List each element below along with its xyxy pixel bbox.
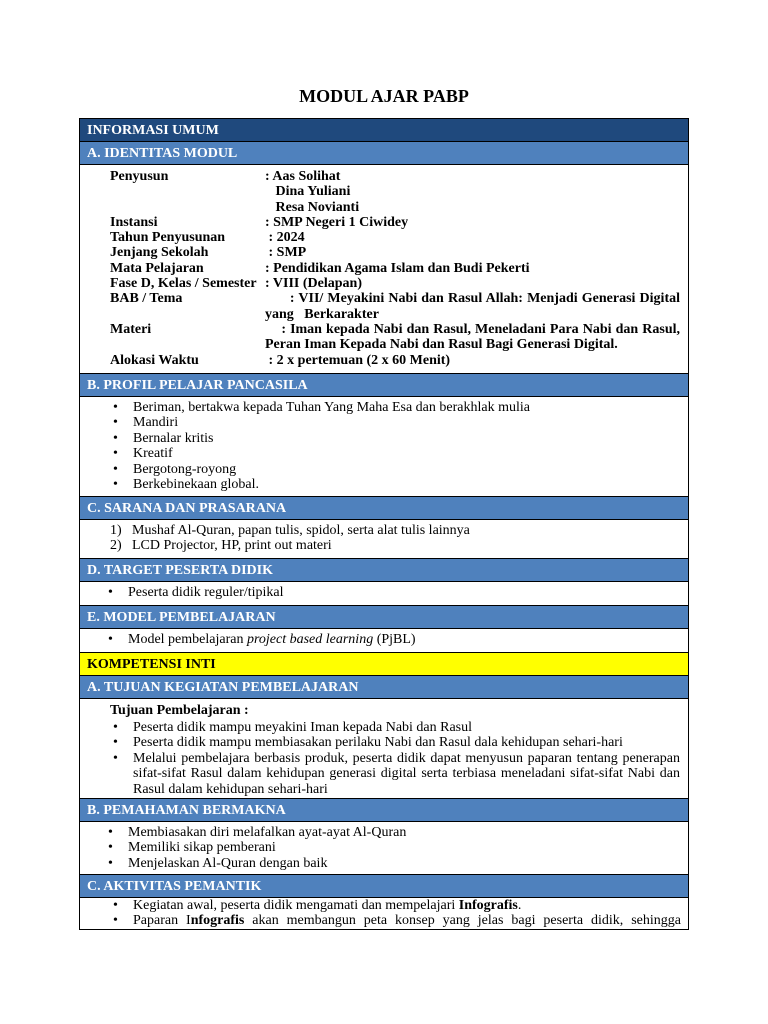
list-item: • Peserta didik mampu membiasakan perilaku Nabi dan Rasul dala kehidupan sehari-hari xyxy=(133,735,680,750)
pemahaman-content xyxy=(80,822,688,875)
heading-pemahaman-bermakna: B. PEMAHAMAN BERMAKNA xyxy=(80,799,688,822)
identitas-row: Mata Pelajaran : Pendidikan Agama Islam dan Budi Pekerti xyxy=(110,260,530,276)
identitas-row: Resa Novianti xyxy=(265,199,360,215)
list-item: • Model pembelajaran project based learning (PjBL) xyxy=(128,632,680,647)
model-content xyxy=(80,629,688,653)
heading-target-peserta: D. TARGET PESERTA DIDIK xyxy=(80,559,688,582)
tujuan-list xyxy=(110,720,680,797)
identitas-row: Jenjang Sekolah : SMP xyxy=(110,245,307,261)
identitas-row: Alokasi Waktu : 2 x pertemuan (2 x 60 Menit) xyxy=(110,352,451,368)
list-item: • Paparan Infografis akan membangun peta konsep yang jelas bagi peserta didik, sehingga xyxy=(133,913,681,928)
heading-identitas-modul: A. IDENTITAS MODUL xyxy=(80,142,688,165)
list-item: • Berkebinekaan global. xyxy=(133,477,680,492)
page-title: MODUL AJAR PABP xyxy=(299,86,469,106)
profil-list xyxy=(133,400,680,492)
list-item: 2) LCD Projector, HP, print out materi xyxy=(110,538,332,554)
list-item: • Melalui pembelajara berbasis produk, peserta didik dapat menyusun paparan tentang penerapan sifat-sifat Rasul dalam kehidupan generasi digital serta terbiasa meneladani sifat-sifat Nabi dan Rasul dalam kehidupan sehari-hari xyxy=(133,751,680,797)
list-item: • Kegiatan awal, peserta didik mengamati dan mempelajari Infografis. xyxy=(133,898,681,913)
list-item: • Peserta didik reguler/tipikal xyxy=(128,585,680,600)
target-content xyxy=(80,582,688,606)
target-list xyxy=(128,585,680,600)
list-item: • Menjelaskan Al-Quran dengan baik xyxy=(128,856,680,871)
heading-profil-pelajar: B. PROFIL PELAJAR PANCASILA xyxy=(80,374,688,397)
list-item: • Bergotong-royong xyxy=(133,462,680,477)
identitas-row: Penyusun : Aas Solihat xyxy=(110,169,341,184)
model-list xyxy=(128,632,680,647)
identitas-row: BAB / Tema : VII/ Meyakini Nabi dan Rasul Allah: Menjadi Generasi Digital yang Berkarakter xyxy=(110,291,684,322)
identitas-row: Dina Yuliani xyxy=(265,184,351,200)
section-informasi-umum: INFORMASI UMUM xyxy=(80,119,688,142)
identitas-row: Instansi : SMP Negeri 1 Ciwidey xyxy=(110,214,409,230)
pemahaman-list xyxy=(128,825,680,871)
list-item: • Mandiri xyxy=(133,415,680,430)
identitas-content xyxy=(80,165,688,374)
identitas-row: Materi : Iman kepada Nabi dan Rasul, Meneladani Para Nabi dan Rasul, Peran Iman Kepada Nabi dan Rasul Bagi Generasi Digital. xyxy=(110,321,684,353)
module-table xyxy=(79,118,689,930)
heading-sarana-prasarana: C. SARANA DAN PRASARANA xyxy=(80,497,688,520)
list-item: • Beriman, bertakwa kepada Tuhan Yang Maha Esa dan berakhlak mulia xyxy=(133,400,680,415)
sarana-content xyxy=(80,520,688,559)
section-kompetensi-inti: KOMPETENSI INTI xyxy=(80,653,688,676)
heading-aktivitas-pemantik: C. AKTIVITAS PEMANTIK xyxy=(80,875,688,898)
list-item: • Bernalar kritis xyxy=(133,431,680,446)
list-item: 1) Mushaf Al-Quran, papan tulis, spidol, serta alat tulis lainnya xyxy=(110,523,470,538)
profil-content xyxy=(80,397,688,497)
list-item: • Membiasakan diri melafalkan ayat-ayat Al-Quran xyxy=(128,825,680,840)
sarana-list xyxy=(110,523,680,554)
heading-tujuan-kegiatan: A. TUJUAN KEGIATAN PEMBELAJARAN xyxy=(80,676,688,699)
tujuan-content xyxy=(80,699,688,799)
list-item: • Peserta didik mampu meyakini Iman kepada Nabi dan Rasul xyxy=(133,720,680,735)
aktivitas-list xyxy=(133,898,681,929)
aktivitas-content xyxy=(80,898,688,929)
identitas-row: Tahun Penyusunan : 2024 xyxy=(110,230,305,246)
heading-model-pembelajaran: E. MODEL PEMBELAJARAN xyxy=(80,606,688,629)
tujuan-subheading: Tujuan Pembelajaran : xyxy=(110,703,249,718)
list-item: • Memiliki sikap pemberani xyxy=(128,840,680,855)
identitas-row: Fase D, Kelas / Semester : VIII (Delapan) xyxy=(110,276,362,292)
list-item: • Kreatif xyxy=(133,446,680,461)
